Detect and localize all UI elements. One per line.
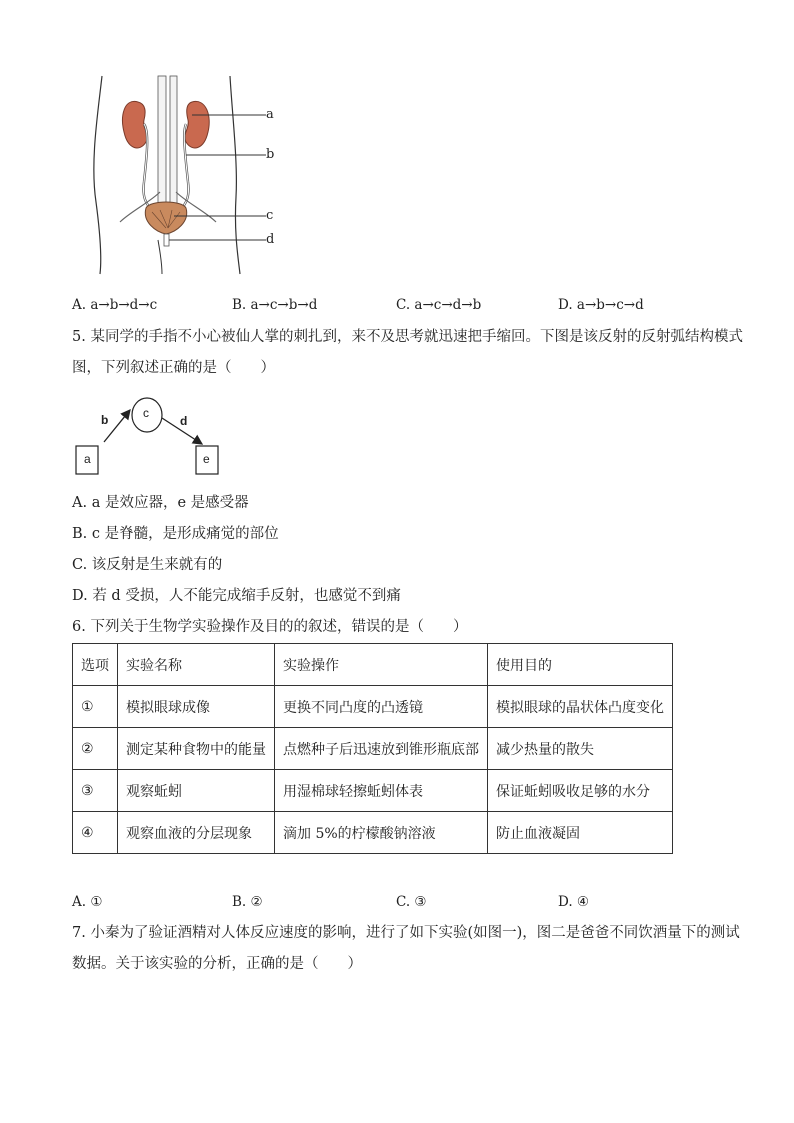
q7-stem-line1: 7. 小秦为了验证酒精对人体反应速度的影响，进行了如下实验(如图一)，图二是爸爸不同饮酒量下的测试 (72, 925, 740, 941)
table-cell: 保证蚯蚓吸收足够的水分 (488, 770, 673, 812)
table-cell: ③ (73, 770, 118, 812)
q6-options (72, 894, 712, 914)
q5-stem-line2: 图，下列叙述正确的是（ ） (72, 360, 275, 376)
table-cell: 模拟眼球成像 (118, 686, 275, 728)
table-row (73, 812, 673, 854)
table-cell: 观察血液的分层现象 (118, 812, 275, 854)
q6-option-c[interactable]: C. ③ (396, 894, 427, 910)
table-cell: 防止血液凝固 (488, 812, 673, 854)
q4-option-a[interactable]: A. a→b→d→c (72, 297, 158, 313)
experiment-table (72, 643, 673, 854)
table-cell: 模拟眼球的晶状体凸度变化 (488, 686, 673, 728)
q5-option-d[interactable]: D. 若 d 受损，人不能完成缩手反射，也感觉不到痛 (72, 588, 401, 604)
table-header-cell: 实验名称 (118, 644, 275, 686)
table-cell: ② (73, 728, 118, 770)
figure-label-b: b (266, 147, 275, 162)
q4-options (72, 297, 712, 317)
figure-label-a: a (266, 107, 274, 122)
figure-label-c: c (266, 208, 274, 223)
q6-option-b[interactable]: B. ② (232, 894, 263, 910)
table-header-cell: 实验操作 (275, 644, 488, 686)
table-cell: 更换不同凸度的凸透镜 (275, 686, 488, 728)
table-cell: 滴加 5%的柠檬酸钠溶液 (275, 812, 488, 854)
diagram-label-c: c (143, 406, 149, 420)
q6-option-d[interactable]: D. ④ (558, 894, 590, 910)
reflex-arc-diagram (70, 390, 230, 480)
diagram-label-e: e (203, 452, 210, 466)
q5-option-a[interactable]: A. a 是效应器，e 是感受器 (72, 495, 249, 511)
diagram-label-a: a (84, 452, 91, 466)
urinary-system-figure (80, 72, 300, 280)
q6-option-a[interactable]: A. ① (72, 894, 103, 910)
figure-label-d: d (266, 232, 275, 247)
table-header-cell: 使用目的 (488, 644, 673, 686)
table-header-row (73, 644, 673, 686)
table-row (73, 728, 673, 770)
table-cell: 减少热量的散失 (488, 728, 673, 770)
q5-stem-line1: 5. 某同学的手指不小心被仙人掌的刺扎到，来不及思考就迅速把手缩回。下图是该反射的反射弧结构模式 (72, 329, 743, 345)
table-cell: ④ (73, 812, 118, 854)
table-row (73, 770, 673, 812)
table-header-cell: 选项 (73, 644, 118, 686)
table-cell: 测定某种食物中的能量 (118, 728, 275, 770)
q4-option-b[interactable]: B. a→c→b→d (232, 297, 318, 313)
table-cell: ① (73, 686, 118, 728)
q5-option-c[interactable]: C. 该反射是生来就有的 (72, 557, 223, 573)
table-row (73, 686, 673, 728)
table-cell: 点燃种子后迅速放到锥形瓶底部 (275, 728, 488, 770)
q4-option-d[interactable]: D. a→b→c→d (558, 297, 644, 313)
diagram-label-d: d (180, 414, 188, 428)
diagram-label-b: b (101, 413, 109, 427)
q5-option-b[interactable]: B. c 是脊髓，是形成痛觉的部位 (72, 526, 279, 542)
q6-stem: 6. 下列关于生物学实验操作及目的的叙述，错误的是（ ） (72, 619, 468, 635)
table-cell: 观察蚯蚓 (118, 770, 275, 812)
table-cell: 用湿棉球轻擦蚯蚓体表 (275, 770, 488, 812)
q7-stem-line2: 数据。关于该实验的分析，正确的是（ ） (72, 956, 362, 972)
q4-option-c[interactable]: C. a→c→d→b (396, 297, 482, 313)
